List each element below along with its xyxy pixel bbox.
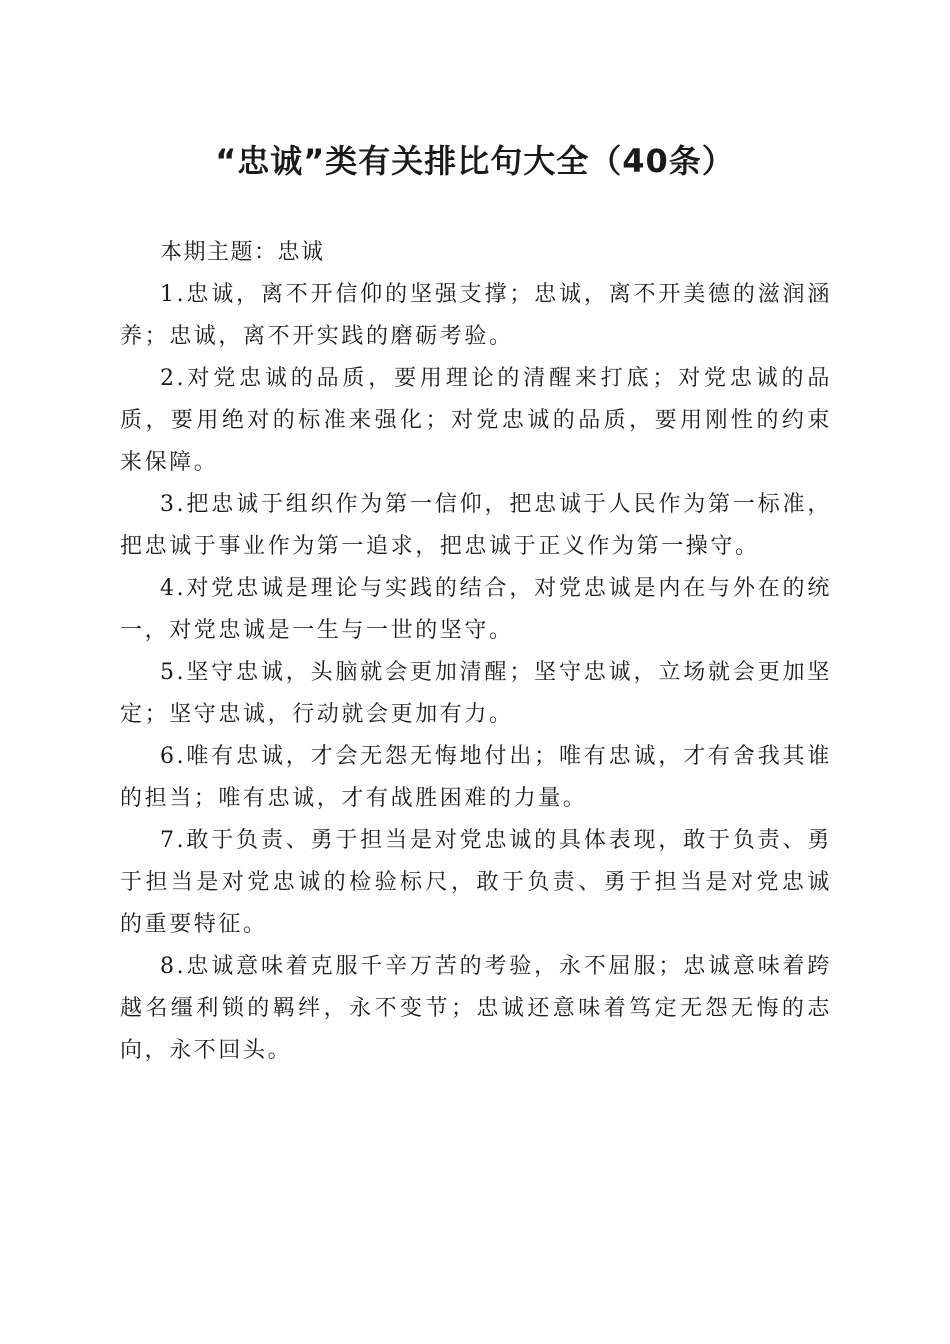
list-item: 2.对党忠诚的品质，要用理论的清醒来打底；对党忠诚的品质，要用绝对的标准来强化；对党忠诚的品质，要用刚性的约束来保障。 (120, 366, 832, 475)
list-item: 3.把忠诚于组织作为第一信仰，把忠诚于人民作为第一标准，把忠诚于事业作为第一追求，把忠诚于正义作为第一操守。 (120, 492, 832, 559)
list-item: 7.敢于负责、勇于担当是对党忠诚的具体表现，敢于负责、勇于担当是对党忠诚的检验标尺，敢于负责、勇于担当是对党忠诚的重要特征。 (120, 828, 832, 937)
document-title: “忠诚”类有关排比句大全（40条） (215, 142, 735, 180)
subject-line: 本期主题：忠诚 (160, 240, 325, 265)
list-item: 4.对党忠诚是理论与实践的结合，对党忠诚是内在与外在的统一，对党忠诚是一生与一世的坚守。 (120, 576, 832, 643)
list-item: 6.唯有忠诚，才会无怨无悔地付出；唯有忠诚，才有舍我其谁的担当；唯有忠诚，才有战胜困难的力量。 (120, 744, 832, 811)
list-item: 5.坚守忠诚，头脑就会更加清醒；坚守忠诚，立场就会更加坚定；坚守忠诚，行动就会更加有力。 (120, 660, 832, 727)
document-body (120, 232, 832, 1072)
list-item: 1.忠诚，离不开信仰的坚强支撑；忠诚，离不开美德的滋润涵养；忠诚，离不开实践的磨砺考验。 (120, 282, 832, 349)
list-item: 8.忠诚意味着克服千辛万苦的考验，永不屈服；忠诚意味着跨越名缰利锁的羁绊，永不变节；忠诚还意味着笃定无怨无悔的志向，永不回头。 (120, 954, 832, 1063)
